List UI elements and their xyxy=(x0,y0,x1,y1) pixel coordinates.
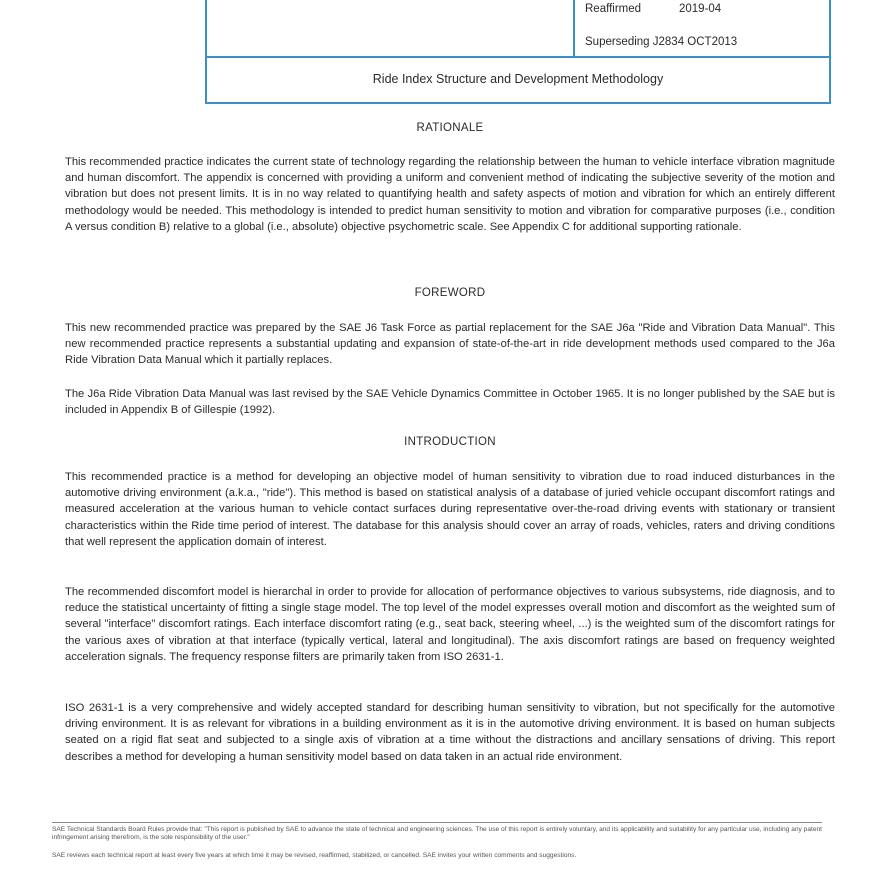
reaffirmed-label: Reaffirmed xyxy=(585,3,642,15)
header-divider xyxy=(207,56,829,58)
introduction-paragraph-1: This recommended practice is a method for developing an objective model of human sensitivity to vibration due to road induced disturbances in the automotive driving environment (a.k.a., "ride"). This method is based on statistical analysis of a database of juried vehicle occupant discomfort ratings and measured acceleration at the various human to vehicle contact surfaces during representative over-the-road driving events with stationary or transient characteristics within the Ride time period of interest. The database for this analysis should cover an array of roads, vehicles, raters and driving conditions that well represent the application domain of interest. xyxy=(65,471,835,548)
document-title: Ride Index Structure and Development Methodology xyxy=(372,72,664,86)
header-meta-panel xyxy=(573,0,831,58)
rationale-heading: RATIONALE xyxy=(416,122,484,134)
footer-rule xyxy=(52,822,822,823)
foreword-heading: FOREWORD xyxy=(414,287,486,299)
introduction-paragraph-2: The recommended discomfort model is hierarchal in order to provide for allocation of performance objectives to various subsystems, ride diagnosis, and to reduce the statistical uncertainty of fitting a single stage model. The top level of the model expresses overall motion and discomfort as the weighted sum of several "interface" discomfort ratings. Each interface discomfort rating (e.g., seat back, steering wheel, ...) is the weighted sum of the discomfort ratings for the various axes of vibration at that interface (typically vertical, lateral and longitudinal). The axis discomfort ratings are based on frequency weighted acceleration signals. The frequency response filters are primarily taken from ISO 2631-1. xyxy=(65,586,835,663)
document-header-box xyxy=(205,0,831,104)
footer-note-2: SAE reviews each technical report at least every five years at which time it may be revised, reaffirmed, stabilized, or cancelled. SAE invites your written comments and suggestions. xyxy=(52,852,577,859)
introduction-paragraph-3: ISO 2631-1 is a very comprehensive and widely accepted standard for describing human sensitivity to vibration, but not specifically for the automotive driving environment. It is as relevant for vibrations in a building environment as it is in the automotive driving environment. It is based on human subjects seated on a rigid flat seat and subjected to a single axis of vibration at a time without the distractions and ancillary sensations of driving. This report describes a method for developing a human sensitivity model based on data taken in an actual ride environment. xyxy=(65,702,835,763)
foreword-paragraph-1: This new recommended practice was prepared by the SAE J6 Task Force as partial replacement for the SAE J6a "Ride and Vibration Data Manual". This new recommended practice represents a substantial updating and expansion of state-of-the-art in ride development methods used compared to the J6a Ride Vibration Data Manual which it partially replaces. xyxy=(65,322,835,367)
foreword-paragraph-2: The J6a Ride Vibration Data Manual was last revised by the SAE Vehicle Dynamics Committee in October 1965. It is no longer published by the SAE but is included in Appendix B of Gillespie (1992). xyxy=(65,388,835,417)
rationale-paragraph: This recommended practice indicates the current state of technology regarding the relationship between the human to vehicle interface vibration magnitude and human discomfort. The appendix is concerned with providing a uniform and convenient method of indicating the subjective severity of the motion and vibration but does not present limits. It is in no way related to quantifying health and safety aspects of motion and vibration for which an entirely different methodology would be needed. This methodology is intended to predict human sensitivity to motion and vibration for comparative purposes (i.e., condition A versus condition B) relative to a global (i.e., absolute) objective psychometric scale. See Appendix C for additional supporting rationale. xyxy=(65,156,835,233)
introduction-heading: INTRODUCTION xyxy=(404,436,496,448)
reaffirmed-value: 2019-04 xyxy=(679,3,722,15)
reaffirmed-row xyxy=(585,3,721,15)
footer-note-1: SAE Technical Standards Board Rules provide that: "This report is published by SAE to advance the state of technical and engineering sciences. The use of this report is entirely voluntary, and its applicability and suitability for any particular use, including any patent infringement arising therefrom, is the sole responsibility of the user." xyxy=(52,826,822,841)
superseding-text: Superseding J2834 OCT2013 xyxy=(585,36,738,48)
superseding-row xyxy=(585,36,737,48)
